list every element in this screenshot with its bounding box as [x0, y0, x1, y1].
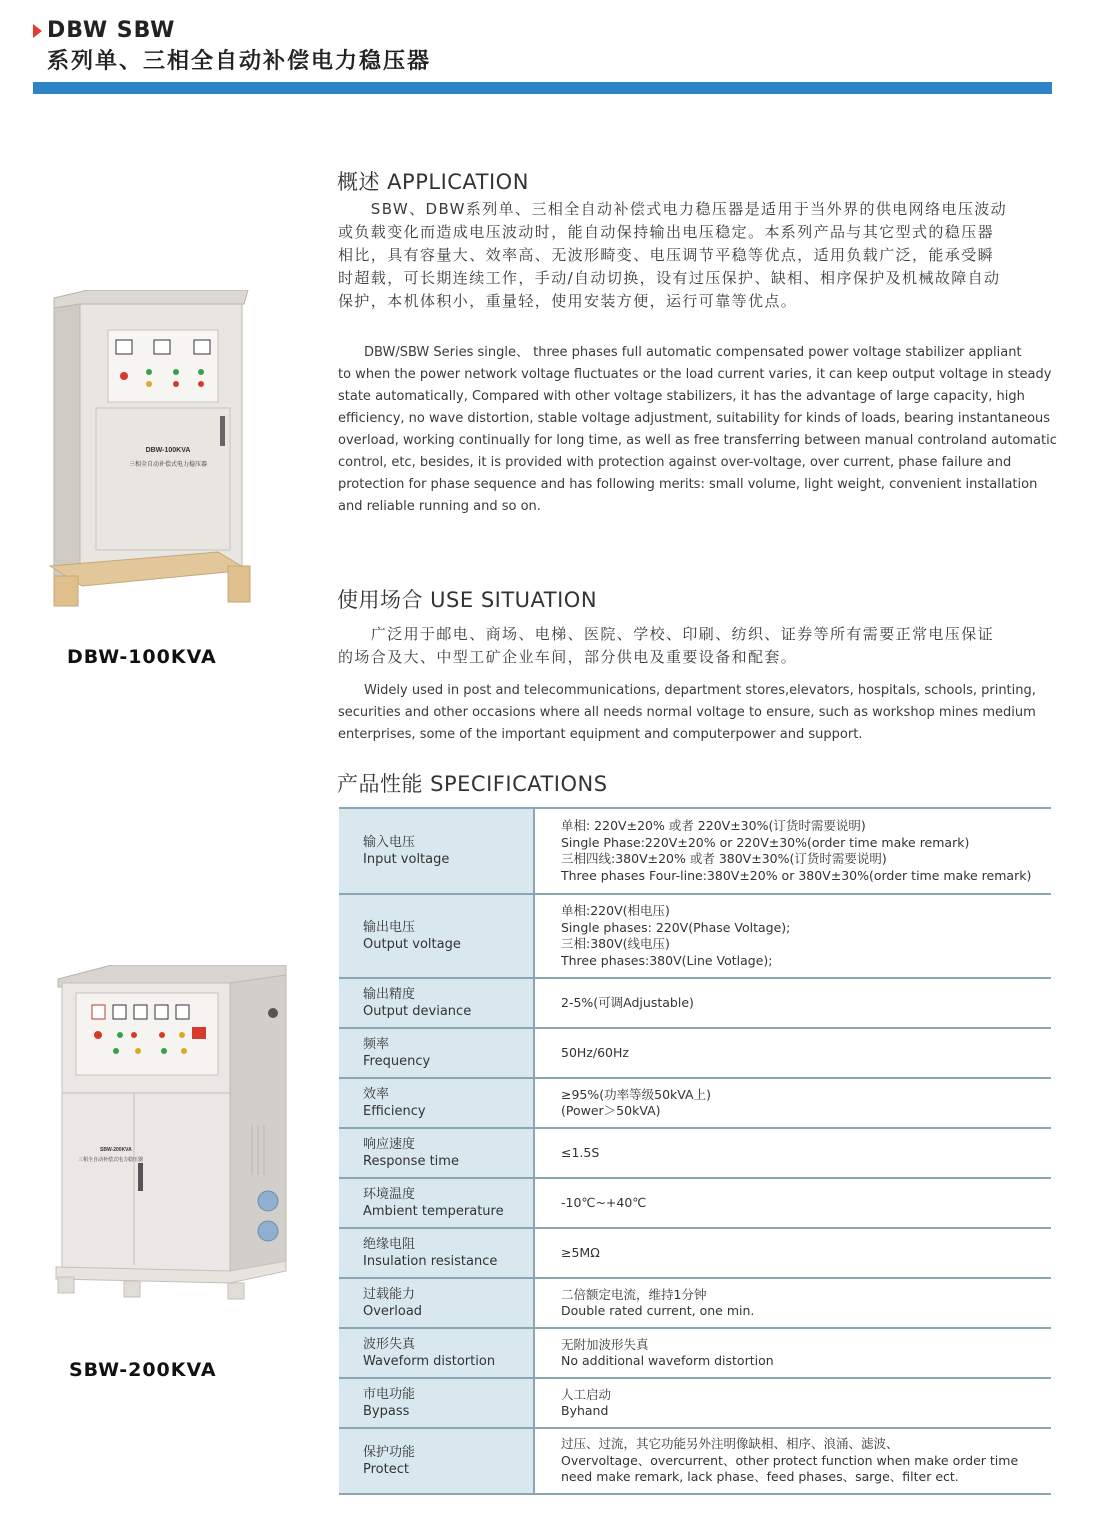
spec-value-line: -10℃~+40℃ — [561, 1194, 647, 1210]
header-arrow-icon — [33, 24, 42, 38]
spec-key-cn: 环境温度 — [363, 1187, 416, 1202]
spec-key-en: Insulation resistance — [363, 1254, 498, 1269]
spec-value-line: (Power＞50kVA) — [561, 1103, 661, 1118]
spec-value-line: 2-5%(可调Adjustable) — [561, 994, 694, 1010]
spec-key-cn: 过载能力 — [363, 1287, 416, 1302]
application-en-line: overload, working continually for long time, as well as free transferring between manual controland automatic — [338, 433, 1057, 448]
table-row — [339, 1279, 1051, 1329]
application-cn-line: 时超载，可长期连续工作，手动/自动切换，设有过压保护、缺相、相序保护及机械故障自动 — [338, 269, 1001, 287]
specifications-table — [339, 807, 1051, 1495]
table-row — [339, 809, 1051, 895]
spec-key-en: Output deviance — [363, 1004, 472, 1019]
table-row — [339, 1079, 1051, 1129]
spec-key-cn: 输出电压 — [363, 920, 416, 935]
spec-key-en: Output voltage — [363, 937, 461, 952]
spec-key-en: Ambient temperature — [363, 1204, 504, 1219]
spec-value — [535, 1129, 1051, 1177]
sbw-cabinet-sublabel: 三相全自动补偿式电力稳压器 — [78, 1157, 144, 1163]
spec-key-en: Protect — [363, 1462, 409, 1477]
application-cn-line: SBW、DBW系列单、三相全自动补偿式电力稳压器是适用于当外界的供电网络电压波动 — [338, 200, 1008, 218]
spec-key — [339, 1229, 535, 1277]
spec-key-en: Input voltage — [363, 852, 450, 867]
spec-value-line: Double rated current, one min. — [561, 1303, 755, 1318]
spec-value — [535, 979, 1051, 1027]
spec-value-line: ≤1.5S — [561, 1144, 600, 1160]
spec-key-cn: 市电功能 — [363, 1387, 416, 1402]
use-situation-heading: 使用场合 USE SITUATION — [337, 588, 598, 612]
spec-value — [535, 895, 1051, 977]
spec-key — [339, 1279, 535, 1327]
spec-value-line: 过压、过流，其它功能另外注明像缺相、相序、浪涌、滤波、 — [561, 1436, 899, 1452]
sbw-caption: SBW-200KVA — [69, 1359, 217, 1381]
spec-key-cn: 保护功能 — [363, 1445, 416, 1460]
specifications-heading: 产品性能 SPECIFICATIONS — [337, 772, 608, 796]
header-title-line1: DBW SBW — [47, 18, 176, 43]
spec-key — [339, 1029, 535, 1077]
spec-value — [535, 1079, 1051, 1127]
spec-value-line: 单相: 220V±20% 或者 220V±30%(订货时需要说明) — [561, 818, 866, 833]
application-en-line: and reliable running and so on. — [338, 499, 541, 514]
spec-value-line: No additional waveform distortion — [561, 1353, 774, 1368]
table-row — [339, 1129, 1051, 1179]
spec-value-line: 50Hz/60Hz — [561, 1044, 629, 1060]
table-row — [339, 1229, 1051, 1279]
header-title-line2: 系列单、三相全自动补偿电力稳压器 — [47, 49, 432, 74]
spec-key-en: Bypass — [363, 1404, 410, 1419]
spec-key — [339, 1129, 535, 1177]
table-row — [339, 1329, 1051, 1379]
spec-key-cn: 绝缘电阻 — [363, 1237, 416, 1252]
spec-key — [339, 1429, 535, 1493]
spec-value-line: Single phases: 220V(Phase Voltage); — [561, 919, 791, 935]
application-en-line: protection for phase sequence and has following merits: small volume, light weight, convenient installation — [338, 477, 1038, 492]
spec-key-en: Efficiency — [363, 1104, 426, 1119]
spec-value — [535, 809, 1051, 893]
sbw-cabinet-image — [52, 965, 292, 1337]
use-situation-en-paragraph — [338, 680, 1060, 746]
dbw-cabinet-label: DBW-100KVA — [145, 447, 191, 454]
spec-value-line: Three phases:380V(Line Votlage); — [561, 952, 773, 968]
spec-value-line: Single Phase:220V±20% or 220V±30%(order time make remark) — [561, 834, 970, 850]
spec-key — [339, 1079, 535, 1127]
spec-key-en: Frequency — [363, 1054, 431, 1069]
application-cn-paragraph — [338, 198, 1058, 313]
spec-value — [535, 1179, 1051, 1227]
spec-key-cn: 输出精度 — [363, 987, 416, 1002]
application-cn-line: 保护，本机体积小，重量轻，使用安装方便，运行可靠等优点。 — [338, 292, 798, 310]
spec-value-line: Three phases Four-line:380V±20% or 380V±30%(order time make remark) — [561, 867, 1032, 883]
spec-value — [535, 1029, 1051, 1077]
spec-value-line: ≥5MΩ — [561, 1244, 600, 1260]
spec-value-line: 无附加波形失真 — [561, 1336, 649, 1352]
application-en-line: state automatically, Compared with other voltage stabilizers, it has the advantage of large capacity, high — [338, 389, 1025, 404]
spec-key — [339, 979, 535, 1027]
spec-value-line: 三相:380V(线电压) — [561, 936, 670, 951]
dbw-caption: DBW-100KVA — [67, 646, 217, 668]
spec-key — [339, 1329, 535, 1377]
sbw-cabinet-label: SBW-200KVA — [100, 1147, 132, 1153]
application-heading: 概述 APPLICATION — [337, 170, 529, 194]
table-row — [339, 1429, 1051, 1495]
spec-value — [535, 1329, 1051, 1377]
application-en-line: to when the power network voltage fluctuates or the load current varies, it can keep output voltage in steady — [338, 367, 1052, 382]
spec-key-cn: 频率 — [363, 1037, 390, 1052]
application-en-paragraph — [338, 342, 1060, 518]
use-situation-en-line: Widely used in post and telecommunications, department stores,elevators, hospitals, schools, printing, — [338, 683, 1036, 698]
spec-key — [339, 1379, 535, 1427]
spec-value-line: ≥95%(功率等级50kVA上) — [561, 1086, 711, 1102]
table-row — [339, 1179, 1051, 1229]
spec-value-line: 二倍额定电流，维持1分钟 — [561, 1286, 707, 1302]
spec-key — [339, 809, 535, 893]
table-row — [339, 895, 1051, 979]
spec-key-en: Waveform distortion — [363, 1354, 496, 1369]
table-row — [339, 1379, 1051, 1429]
table-row — [339, 979, 1051, 1029]
spec-key-en: Overload — [363, 1304, 423, 1319]
spec-value — [535, 1429, 1051, 1493]
spec-key-cn: 输入电压 — [363, 835, 416, 850]
spec-key-cn: 响应速度 — [363, 1137, 416, 1152]
spec-key-en: Response time — [363, 1154, 459, 1169]
application-cn-line: 相比，具有容量大、效率高、无波形畸变、电压调节平稳等优点，适用负载广泛，能承受瞬 — [338, 246, 995, 264]
spec-value-line: 单相:220V(相电压) — [561, 903, 670, 918]
spec-value-line: need make remark, lack phase、feed phases、sarge、filter ect. — [561, 1469, 959, 1485]
spec-value — [535, 1229, 1051, 1277]
spec-value-line: Byhand — [561, 1403, 609, 1418]
application-en-line: DBW/SBW Series single、 three phases full automatic compensated power voltage stabilizer appliant — [338, 345, 1022, 360]
spec-value-line: Overvoltage、overcurrent、other protect function when make order time — [561, 1452, 1019, 1468]
application-cn-line: 或负载变化而造成电压波动时，能自动保持输出电压稳定。本系列产品与其它型式的稳压器 — [338, 223, 995, 241]
spec-key — [339, 895, 535, 977]
use-situation-cn-paragraph — [338, 623, 1058, 669]
application-en-line: efficiency, no wave distortion, stable voltage adjustment, suitability for kinds of loads, bearing instantaneous — [338, 411, 1051, 426]
spec-value-line: 三相四线:380V±20% 或者 380V±30%(订货时需要说明) — [561, 851, 887, 866]
dbw-cabinet-image — [48, 290, 254, 620]
header-accent-bar — [33, 82, 1052, 94]
spec-key — [339, 1179, 535, 1227]
spec-value — [535, 1279, 1051, 1327]
application-en-line: control, etc, besides, it is provided with protection against over-voltage, over current, phase failure and — [338, 455, 1012, 470]
use-situation-cn-line: 广泛用于邮电、商场、电梯、医院、学校、印刷、纺织、证券等所有需要正常电压保证 — [338, 625, 995, 643]
use-situation-en-line: securities and other occasions where all needs normal voltage to ensure, such as workshop mines medium — [338, 705, 1036, 720]
dbw-cabinet-sublabel: 三相全自动补偿式电力稳压器 — [128, 461, 208, 468]
spec-value — [535, 1379, 1051, 1427]
use-situation-en-line: enterprises, some of the important equipment and computerpower and support. — [338, 727, 863, 742]
table-row — [339, 1029, 1051, 1079]
spec-key-cn: 效率 — [363, 1087, 390, 1102]
spec-value-line: 人工启动 — [561, 1386, 612, 1402]
spec-key-cn: 波形失真 — [363, 1337, 416, 1352]
use-situation-cn-line: 的场合及大、中型工矿企业车间，部分供电及重要设备和配套。 — [338, 648, 798, 666]
